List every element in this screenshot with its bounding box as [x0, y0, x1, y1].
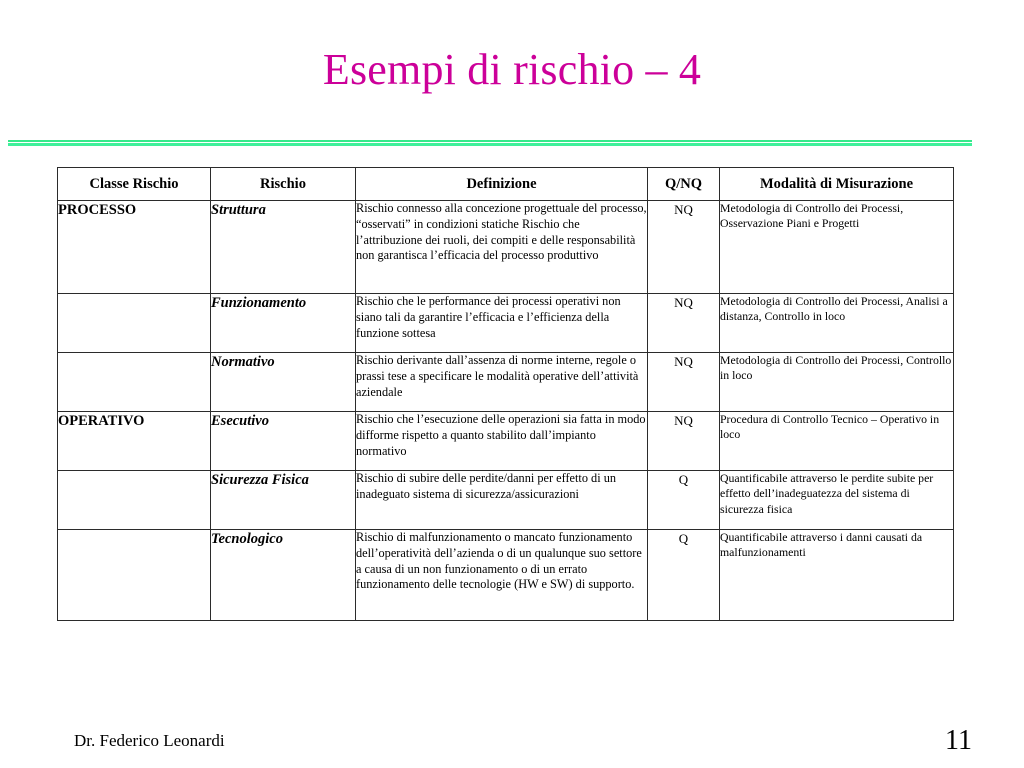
cell-classe-rischio: [58, 353, 211, 412]
cell-qnq: Q: [648, 530, 720, 621]
divider-rule-thick: [8, 143, 972, 146]
table-row: [58, 412, 954, 471]
cell-qnq: NQ: [648, 412, 720, 471]
column-header-definizione: Definizione: [356, 168, 648, 201]
column-header-rischio: Rischio: [211, 168, 356, 201]
cell-classe-rischio: [58, 471, 211, 530]
cell-rischio: Funzionamento: [211, 294, 356, 353]
cell-classe-rischio: PROCESSO: [58, 201, 211, 294]
cell-qnq: NQ: [648, 353, 720, 412]
cell-qnq: Q: [648, 471, 720, 530]
table-row: [58, 530, 954, 621]
footer-page-number: 11: [945, 725, 972, 756]
cell-definizione: Rischio derivante dall’assenza di norme interne, regole o prassi tese a specificare le modalità operative dell’attività aziendale: [356, 353, 648, 412]
cell-definizione: Rischio che l’esecuzione delle operazioni sia fatta in modo difforme rispetto a quanto stabilito dall’impianto normativo: [356, 412, 648, 471]
cell-rischio: Struttura: [211, 201, 356, 294]
cell-definizione: Rischio di subire delle perdite/danni per effetto di un inadeguato sistema di sicurezza/assicurazioni: [356, 471, 648, 530]
table-header-row: [58, 168, 954, 201]
cell-definizione: Rischio di malfunzionamento o mancato funzionamento dell’operatività dell’azienda o di un qualunque suo settore a causa di un non funzionamento o di un errato funzionamento delle tecnologie (HW e SW) di supporto.: [356, 530, 648, 621]
cell-qnq: NQ: [648, 294, 720, 353]
cell-definizione: Rischio che le performance dei processi operativi non siano tali da garantire l’efficacia e l’efficienza della funzione sottesa: [356, 294, 648, 353]
cell-rischio: Esecutivo: [211, 412, 356, 471]
cell-classe-rischio: [58, 530, 211, 621]
column-header-modalita: Modalità di Misurazione: [720, 168, 954, 201]
cell-classe-rischio: OPERATIVO: [58, 412, 211, 471]
page-title: Esempi di rischio – 4: [322, 45, 702, 94]
column-header-classe-rischio: Classe Rischio: [58, 168, 211, 201]
cell-classe-rischio: [58, 294, 211, 353]
cell-modalita: Procedura di Controllo Tecnico – Operativo in loco: [720, 412, 954, 471]
title-divider: [8, 140, 972, 147]
table-row: [58, 353, 954, 412]
table-row: [58, 201, 954, 294]
cell-rischio: Sicurezza Fisica: [211, 471, 356, 530]
table-row: [58, 471, 954, 530]
risk-table-container: [57, 167, 953, 621]
cell-modalita: Metodologia di Controllo dei Processi, Controllo in loco: [720, 353, 954, 412]
title-area: [0, 44, 1024, 96]
cell-qnq: NQ: [648, 201, 720, 294]
table-row: [58, 294, 954, 353]
cell-modalita: Metodologia di Controllo dei Processi, Osservazione Piani e Progetti: [720, 201, 954, 294]
cell-modalita: Metodologia di Controllo dei Processi, Analisi a distanza, Controllo in loco: [720, 294, 954, 353]
cell-modalita: Quantificabile attraverso le perdite subite per effetto dell’inadeguatezza del sistema di sicurezza fisica: [720, 471, 954, 530]
footer-author: Dr. Federico Leonardi: [74, 731, 225, 750]
cell-rischio: Normativo: [211, 353, 356, 412]
table-body: [58, 201, 954, 621]
cell-rischio: Tecnologico: [211, 530, 356, 621]
risk-table: [57, 167, 954, 621]
cell-modalita: Quantificabile attraverso i danni causati da malfunzionamenti: [720, 530, 954, 621]
column-header-qnq: Q/NQ: [648, 168, 720, 201]
cell-definizione: Rischio connesso alla concezione progettuale del processo, “osservati” in condizioni statiche Rischio che l’attribuzione dei ruoli, dei compiti e delle responsabilità non garantisca l’efficacia del processo produttivo: [356, 201, 648, 294]
table-header: [58, 168, 954, 201]
